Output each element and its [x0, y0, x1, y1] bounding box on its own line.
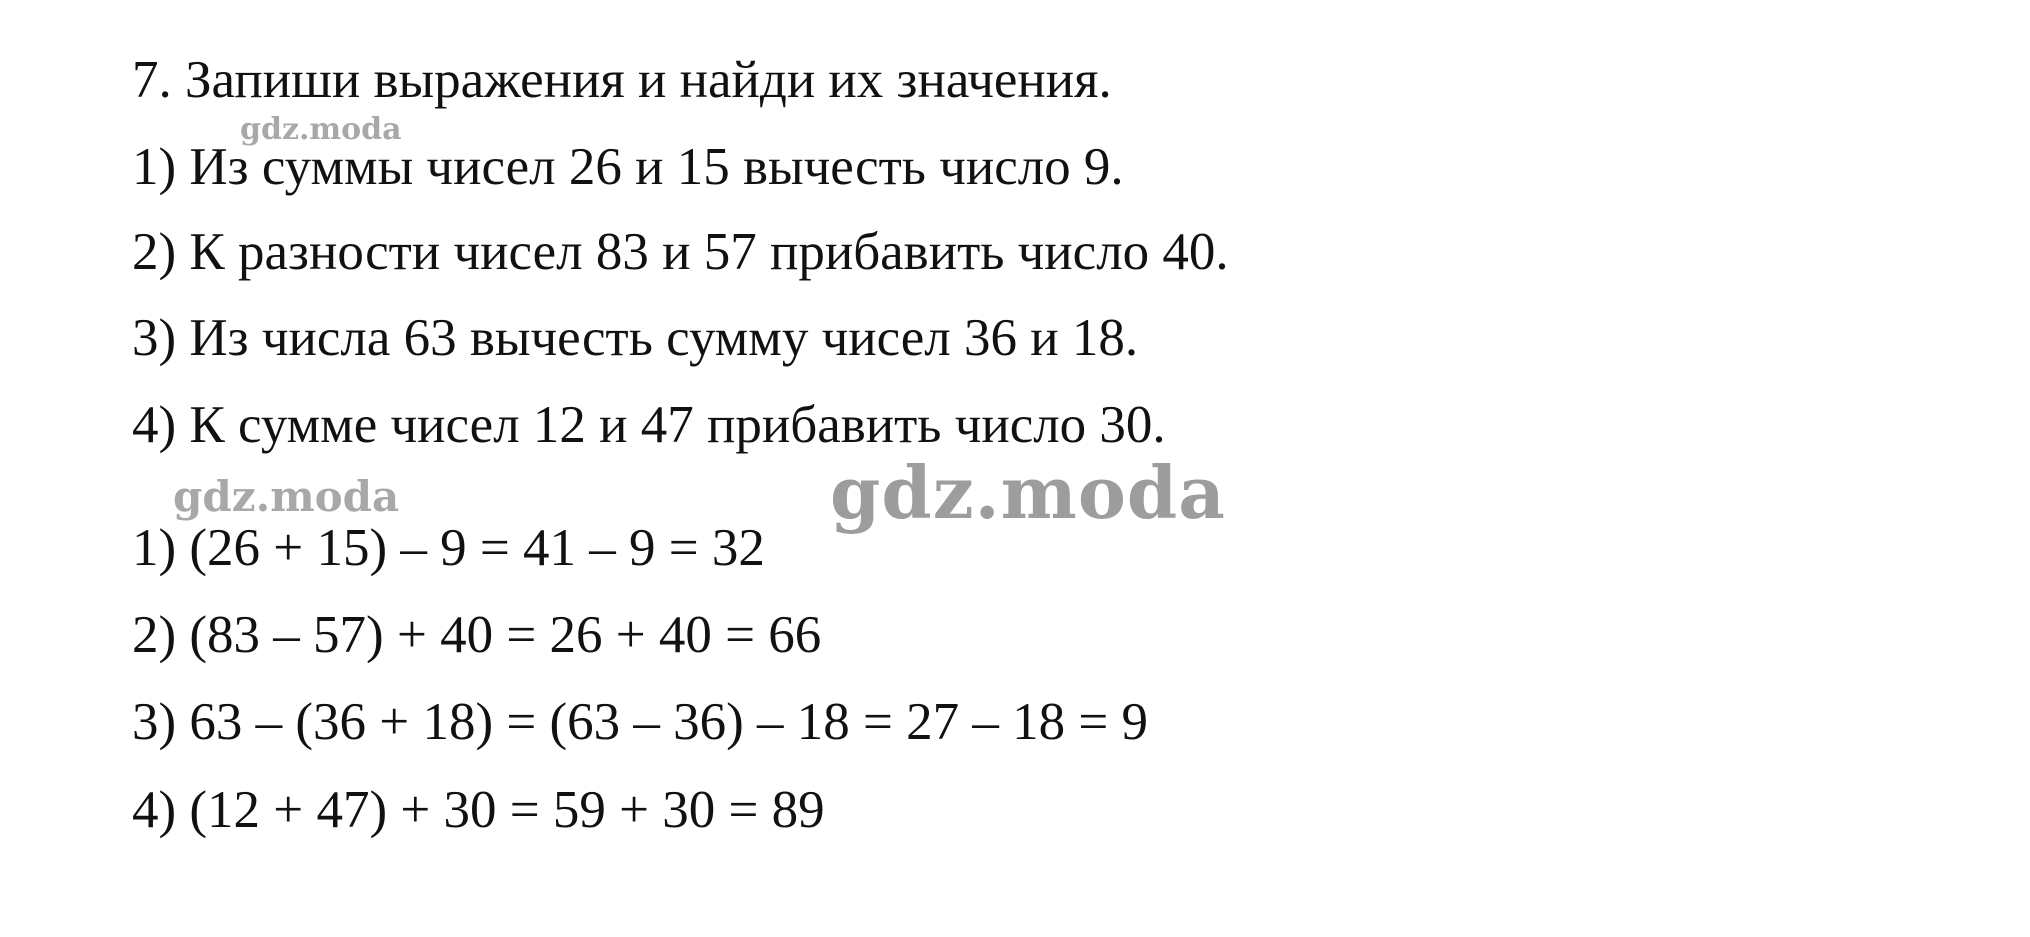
answer-1: 1) (26 + 15) – 9 = 41 – 9 = 32 — [132, 519, 765, 577]
task-title: 7. Запиши выражения и найди их значения. — [132, 51, 1112, 109]
answer-3: 3) 63 – (36 + 18) = (63 – 36) – 18 = 27 – 18 = 9 — [132, 693, 1149, 751]
watermark-medium: gdz.moda — [173, 472, 400, 521]
task-item-1: 1) Из суммы чисел 26 и 15 вычесть число 9. — [132, 138, 1124, 196]
task-item-4: 4) К сумме чисел 12 и 47 прибавить число 30. — [132, 396, 1166, 454]
task-item-3: 3) Из числа 63 вычесть сумму чисел 36 и 18. — [132, 309, 1139, 367]
answer-4: 4) (12 + 47) + 30 = 59 + 30 = 89 — [132, 781, 825, 839]
answer-2: 2) (83 – 57) + 40 = 26 + 40 = 66 — [132, 606, 822, 664]
watermark-small: gdz.moda — [240, 112, 402, 147]
task-item-2: 2) К разности чисел 83 и 57 прибавить число 40. — [132, 223, 1229, 281]
watermark-large: gdz.moda — [830, 450, 1226, 535]
